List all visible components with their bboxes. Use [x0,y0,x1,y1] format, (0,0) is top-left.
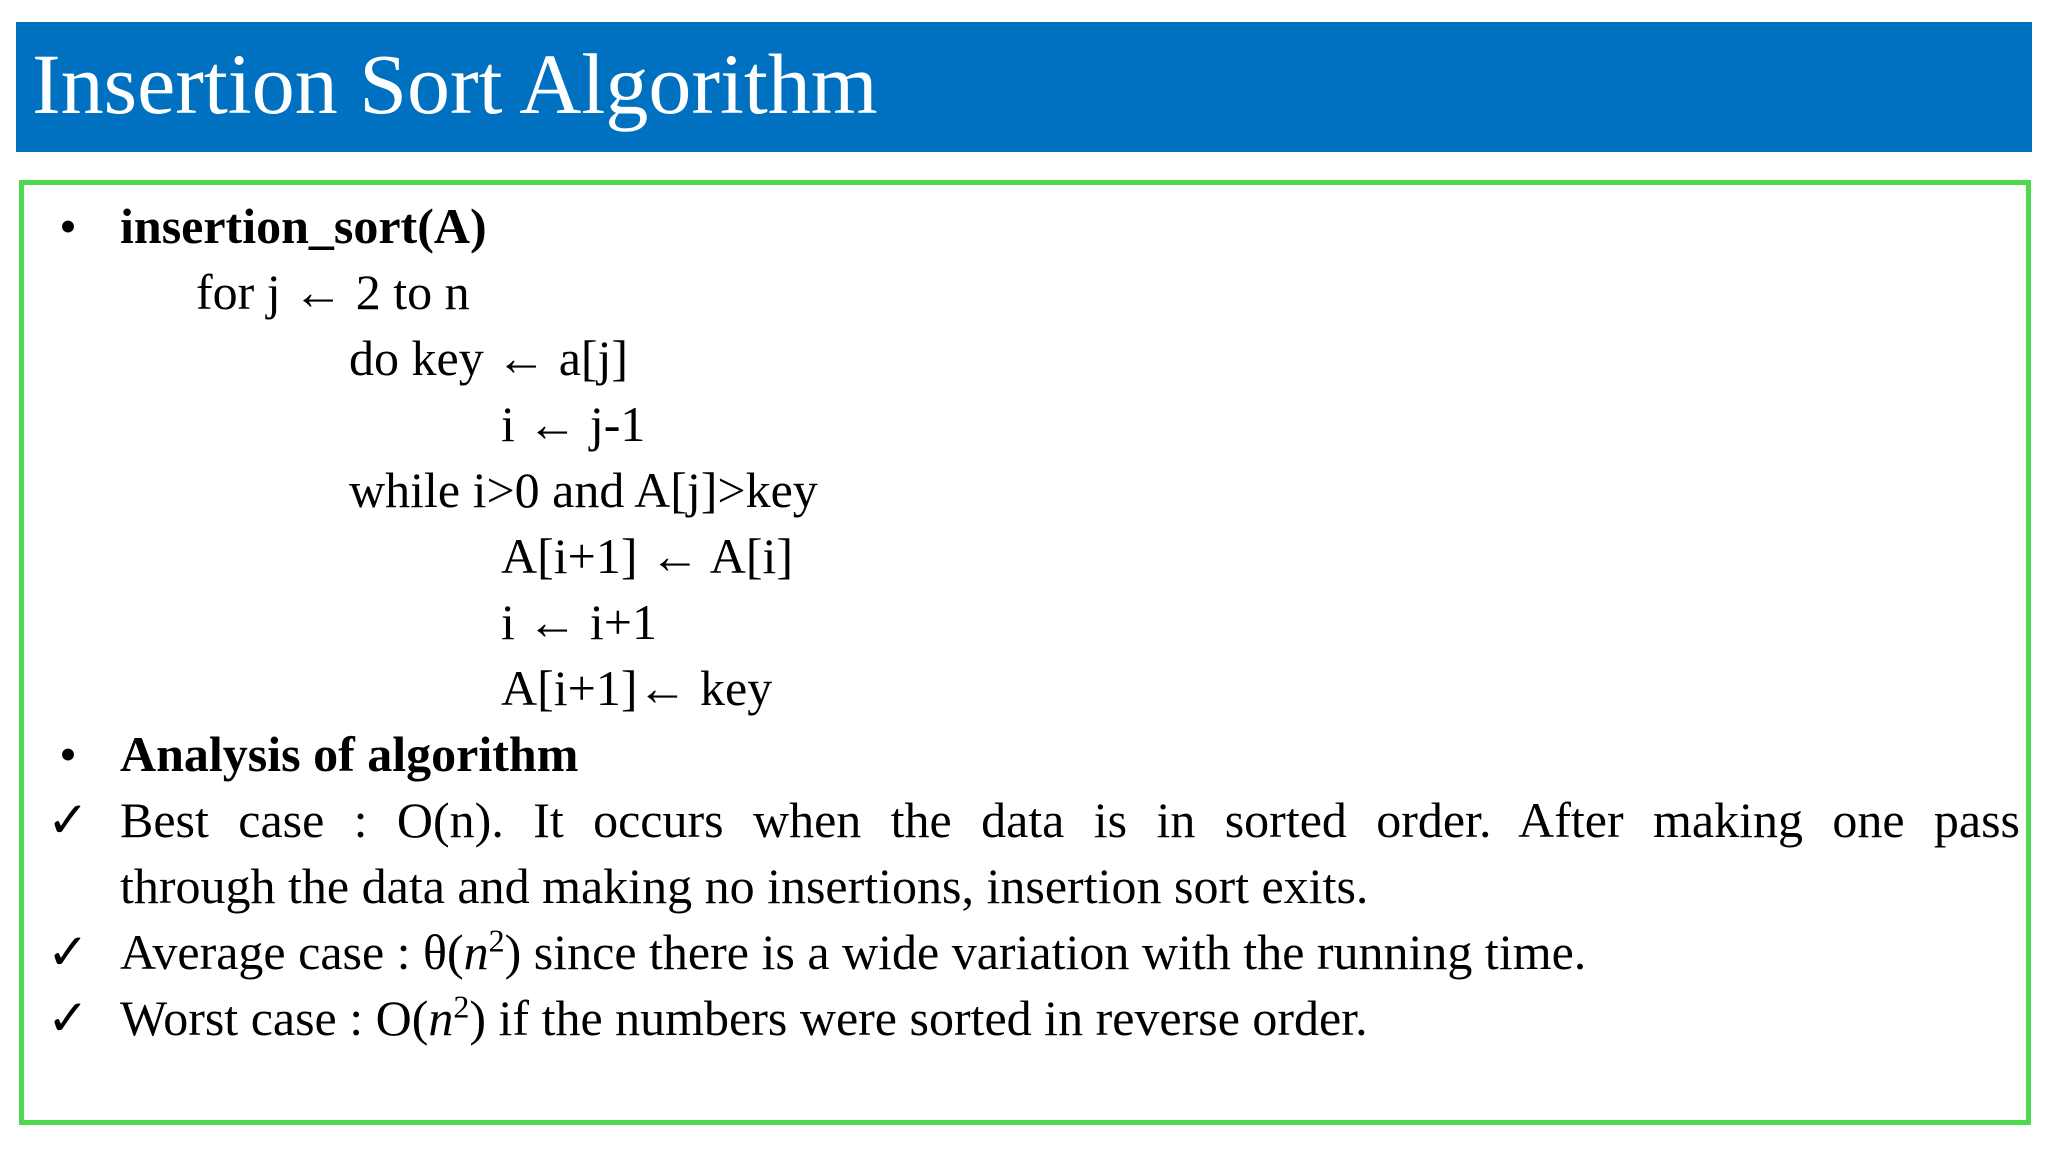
code-line-6: i ← i+1 [501,594,657,650]
code-line-3: i ← j-1 [501,396,646,452]
average-case-text [120,919,2020,985]
title-bar [16,22,2032,152]
worst-case-text [120,985,2020,1051]
average-case-prefix: Average case : θ( [120,924,464,980]
average-case-exponent: 2 [488,922,505,959]
code-line-1: for j ← 2 to n [196,264,470,320]
worst-case-prefix: Worst case : O( [120,990,429,1046]
content-box [19,180,2031,1125]
average-case-variable: n [463,924,489,980]
analysis-heading: Analysis of algorithm [120,726,579,782]
worst-case-exponent: 2 [453,988,470,1025]
best-case-line-1: Best case : O(n). It occurs when the data is in sorted order. After making one pass [120,792,2020,848]
bullet-icon: • [59,198,77,254]
worst-case-variable: n [428,990,454,1046]
checkmark-icon: ✓ [47,792,89,848]
average-case-suffix: ) since there is a wide variation with the running time. [504,924,1587,980]
slide-title: Insertion Sort Algorithm [32,36,878,132]
checkmark-icon: ✓ [47,990,89,1046]
code-line-7: A[i+1]← key [501,660,773,716]
pseudocode-heading: insertion_sort(A) [120,198,487,254]
worst-case-suffix: ) if the numbers were sorted in reverse order. [469,990,1368,1046]
best-case-text [120,787,2020,919]
best-case-line-2: through the data and making no insertions, insertion sort exits. [120,858,1369,914]
checkmark-icon: ✓ [47,924,89,980]
code-line-5: A[i+1] ← A[i] [501,528,794,584]
code-line-4: while i>0 and A[j]>key [349,462,818,518]
code-line-2: do key ← a[j] [349,330,629,386]
bullet-icon: • [59,726,77,782]
